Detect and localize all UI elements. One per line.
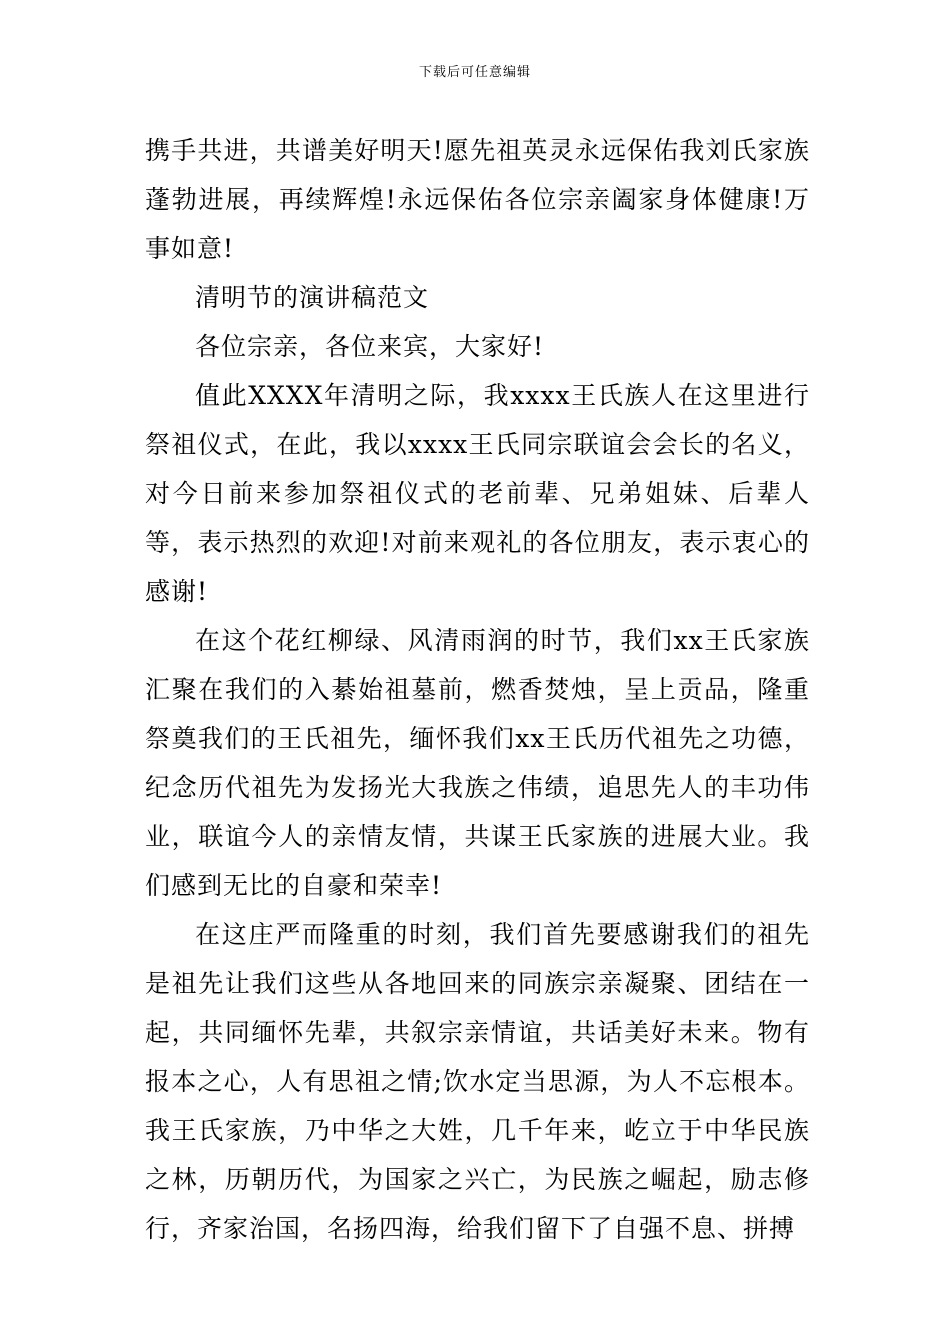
paragraph-closing-blessing: 携手共进，共谱美好明天!愿先祖英灵永远保佑我刘氏家族蓬勃进展，再续辉煌!永远保佑各位宗亲阖家身体健康!万事如意!	[145, 136, 810, 263]
paragraph-gratitude: 在这庄严而隆重的时刻，我们首先要感谢我们的祖先是祖先让我们这些从各地回来的同族宗亲凝聚、团结在一起，共同缅怀先辈，共叙宗亲情谊，共话美好未来。物有报本之心，人有思祖之情;饮水定当思源，为人不忘根本。我王氏家族，乃中华之大姓，几千年来，屹立于中华民族之林，历朝历代，为国家之兴亡，为民族之崛起，励志修行，齐家治国，名扬四海，给我们留下了自强不息、拼搏	[145, 920, 810, 1243]
section-title: 清明节的演讲稿范文	[195, 283, 430, 312]
page-header-note: 下载后可任意编辑	[418, 65, 531, 80]
document-body	[145, 126, 810, 1253]
paragraph-greeting: 各位宗亲，各位来宾，大家好!	[195, 332, 545, 361]
paragraph-welcome: 值此XXXX年清明之际，我xxxx王氏族人在这里进行祭祖仪式，在此，我以xxxx王氏同宗联谊会会长的名义，对今日前来参加祭祖仪式的老前辈、兄弟姐妹、后辈人等，表示热烈的欢迎!对前来观礼的各位朋友，表示衷心的感谢!	[145, 381, 810, 606]
paragraph-gathering: 在这个花红柳绿、风清雨润的时节，我们xx王氏家族汇聚在我们的入綦始祖墓前，燃香焚烛，呈上贡品，隆重祭奠我们的王氏祖先，缅怀我们xx王氏历代祖先之功德，纪念历代祖先为发扬光大我族之伟绩，追思先人的丰功伟业，联谊今人的亲情友情，共谋王氏家族的进展大业。我们感到无比的自豪和荣幸!	[145, 626, 810, 900]
